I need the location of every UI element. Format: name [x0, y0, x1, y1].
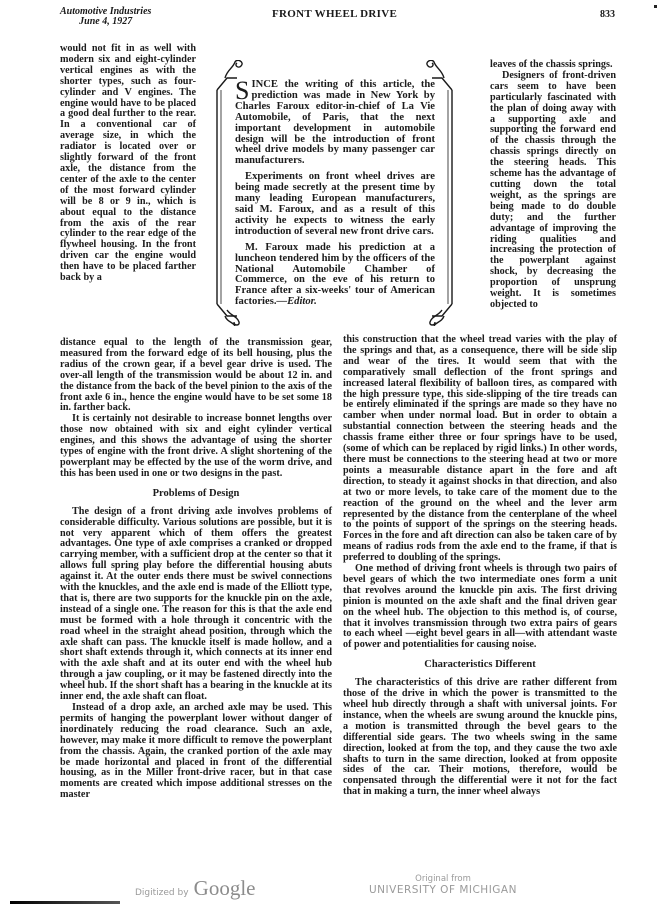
paragraph: distance equal to the length of the transmission gear, measured from the forward edge of its bell housing, plus the radius of the crown gear, if a bevel gear drive is used. The over-all length of the transmission would be about 12 in. and the distance from the back of the bevel pinion to the axis of the front axle 6 in., hence the engine would have to be set some 18 in. farther back.: [60, 337, 332, 414]
paragraph: The characteristics of this drive are rather different from those of the drive in which the power is transmitted to the wheel hub directly through a shaft with universal joints. For instance, when the wheels are swung around the knuckle pins, a motion is transmitted through the bevel gears to the differential side gears. The two wheels swing in the same direction, looked at from the top, and they cause the two axle shafts to turn in the same direction, looked at from opposite sides of the car. Their motions, therefore, would be conpensated through the differential were it not for the fact that in making a turn, the inner wheel always: [343, 677, 617, 798]
paragraph: The design of a front driving axle involves problems of considerable difficulty. Various solutions are possible, but it is not very apparent which of them offers the greatest advantages. One type of axle comprises a cranked or dropped carrying member, with a sufficient drop at the center so that it allows full spring play before the differential housing abuts against it. At the outer ends there must be swivel connections with the knuckles, and the axle end is made of the Elliott type, that is, there are two supports for the knuckle pin on the axle, instead of a single one. The reason for this is that the axle end must be formed with a hole through it concentric with the road wheel in the straight ahead position, through which the axle shaft can pass. The knuckle itself is made hollow, and a short shaft extends through it, which connects at its inner end with the axle shaft and at its outer end with the wheel hub through a jaw coupling, or it may be fastened directly into the wheel hub. If the short shaft has a bearing in the knuckle at its inner end, the axle shaft can float.: [60, 505, 332, 703]
signature: —Editor.: [276, 296, 317, 308]
institution-name: UNIVERSITY OF MICHIGAN: [369, 884, 517, 896]
right-column-top: [490, 60, 616, 311]
paragraph: this construction that the wheel tread varies with the play of the springs and that, as a consequence, there will be side slip and wear of the tires. It would seem that with the comparatively small deflection of the front springs and increased lateral flexibility of balloon tires, as compared with the high pressure type, this side-slipping of the tire treads can be entirely eliminated if the springs are made so they have no camber when under normal load. But in order to obtain a substantial connection between the steering heads and the chassis frame either three or four springs have to be used, (some of which can be replaced by rigid links.) In other words, there must be connections to the steering head at two or more points a measurable distance apart in the fore and aft direction, to steady it against shocks in that direction, and also at two or more levels, to take care of the moment due to the reaction of the ground on the wheel and the lever arm represented by the distance from the centerplane of the wheel to the points of support of the springs on the steering heads. Forces in the fore and aft direction can also be taken care of by means of radius rods from the axle end to the frame, if that is preferred to doubling of the springs.: [343, 334, 617, 564]
paragraph: would not fit in as well with modern six and eight-cylinder vertical engines as with the shorter types, such as four-cylinder and V engines. The engine would have to be placed a good deal further to the rear. In a conventional car of average size, in which the radiator is located over or slightly forward of the front axle, the distance from the center of the axle to the center of the most forward cylinder will be 8 or 9 in., which is about equal to the distance from the axis of the rear cylinder to the rear edge of the flywheel housing. In the front driven car the engine would then have to be placed farther back by a: [60, 43, 196, 284]
page-number: 833: [600, 9, 615, 20]
paragraph: Experiments on front wheel drives are being made secretly at the present time by many leading European manufacturers, said M. Faroux, and as a result of this activity he expects to witness the early introduction of several new front drive cars.: [235, 171, 435, 237]
google-logo: Google: [193, 876, 256, 900]
editor-note-text: [235, 76, 435, 313]
paragraph-text: M. Faroux made his prediction at a luncheon tendered him by the officers of the National Automobile Chamber of Commerce, on the eve of his return to France after a six-weeks' tour of American factories.: [235, 241, 435, 308]
paragraph: One method of driving front wheels is through two pairs of bevel gears of which the two intermediate ones form a unit that revolves around the knuckle pin axis. The first driving pinion is mounted on the axle shaft and the final driven gear on the wheel hub. The objection to this method is, of course, that it involves transmission through two extra pairs of gears to each wheel —eight bevel gears in all—with attendant waste of power and potentialities for causing noise.: [343, 563, 617, 651]
publication-name: Automotive Industries: [60, 6, 152, 17]
paragraph: Designers of front-driven cars seem to have been particularly fascinated with the plan of doing away with a supporting axle and supporting the forward end of the chassis through the chassis springs directly on the steering heads. This scheme has the advantage of cutting down the total weight, as the springs are being made to do double duty; and the further advantage of improving the riding qualities and increasing the protection of the powerplant against shock, by decreasing the proportion of unsprung weight. It is sometimes objected to: [490, 69, 616, 310]
paragraph: Instead of a drop axle, an arched axle may be used. This permits of hanging the powerplant lower without danger of inordinately reducing the road clearance. Such an axle, however, may make it more difficult to remove the powerplant from the chassis. Again, the cranked portion of the axle may be made horizontal and placed in front of the differential housing, as in the Miller front-drive racer, but in that case moments are created which impose additional stresses on the master: [60, 702, 332, 801]
running-header-publication: [60, 7, 151, 27]
paragraph: [235, 243, 435, 308]
drop-cap: S: [235, 76, 250, 105]
original-from: [368, 874, 518, 896]
publication-date: June 4, 1927: [79, 16, 133, 27]
paragraph: leaves of the chassis springs.: [490, 59, 613, 70]
paragraph: It is certainly not desirable to increase bonnet lengths over those now obtained with six and eight cylinder vertical engines, and this shows the advantage of using the shorter types of engine with the front drive. A slight shortening of the powerplant may be effected by the use of the worm drive, and this has been used in one or two designs in the past.: [60, 413, 332, 479]
scan-edge-artifact: [10, 901, 120, 904]
left-column-top: [60, 44, 196, 284]
paragraph: [235, 76, 435, 167]
left-column: [60, 338, 332, 801]
running-header-title: FRONT WHEEL DRIVE: [272, 8, 398, 20]
right-column: [343, 335, 617, 798]
digitized-by-label: Digitized by: [135, 888, 189, 898]
editor-note-box: [207, 60, 462, 326]
paragraph-text: INCE the writing of this article, the prediction was made in New York by Charles Faroux editor-in-chief of La Vie Automobile, of Paris, that the next important development in automobile design will be the introduction of front wheel drive models by many passenger car manufacturers.: [235, 79, 435, 167]
digitized-by-google: [135, 876, 255, 901]
section-heading: Problems of Design: [152, 487, 240, 499]
original-from-label: Original from: [415, 874, 471, 884]
section-heading: Characteristics Different: [424, 659, 536, 671]
scan-artifact: [654, 5, 657, 8]
